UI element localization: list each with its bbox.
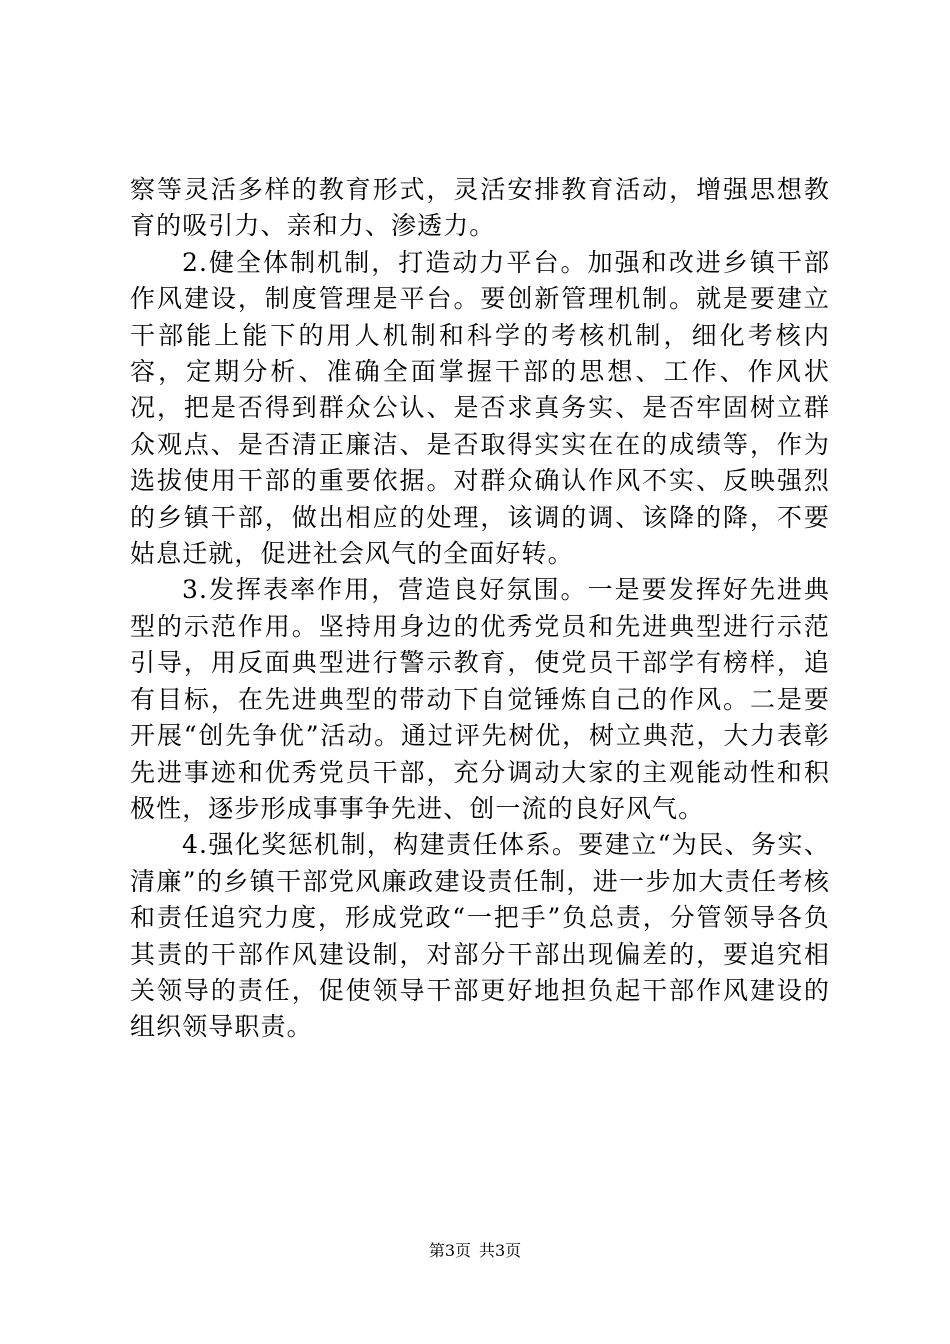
paragraph-item-3: 3.发挥表率作用，营造良好氛围。一是要发挥好先进典型的示范作用。坚持用身边的优秀党员和先进典型进行示范引导，用反面典型进行警示教育，使党员干部学有榜样，追有目标，在先进典型的带动下自觉锤炼自己的作风。二是要开展“创先争优”活动。通过评先树优，树立典范，大力表彰先进事迹和优秀党员干部，充分调动大家的主观能动性和积极性，逐步形成事事争先进、创一流的良好风气。 <box>130 575 830 823</box>
paragraph-item-2: 2.健全体制机制，打造动力平台。加强和改进乡镇干部作风建设，制度管理是平台。要创新管理机制。就是要建立干部能上能下的用人机制和科学的考核机制，细化考核内容，定期分析、准确全面掌握干部的思想、工作、作风状况，把是否得到群众公认、是否求真务实、是否牢固树立群众观点、是否清正廉洁、是否取得实实在在的成绩等，作为选拔使用干部的重要依据。对群众确认作风不实、反映强烈的乡镇干部，做出相应的处理，该调的调、该降的降，不要姑息迁就，促进社会风气的全面好转。 <box>130 247 830 569</box>
paragraph-item-4: 4.强化奖惩机制，构建责任体系。要建立“为民、务实、清廉”的乡镇干部党风廉政建设责任制，进一步加大责任考核和责任追究力度，形成党政“一把手”负总责，分管领导各负其责的干部作风建设制，对部分干部出现偏差的，要追究相关领导的责任，促使领导干部更好地担负起干部作风建设的组织领导职责。 <box>130 830 830 1042</box>
page-footer <box>0 1241 950 1261</box>
page-number: 第3页 <box>428 1241 471 1260</box>
document-body <box>130 172 830 1046</box>
paragraph-continued: 察等灵活多样的教育形式，灵活安排教育活动，增强思想教育的吸引力、亲和力、渗透力。 <box>130 175 830 241</box>
page-total: 共3页 <box>479 1241 522 1260</box>
